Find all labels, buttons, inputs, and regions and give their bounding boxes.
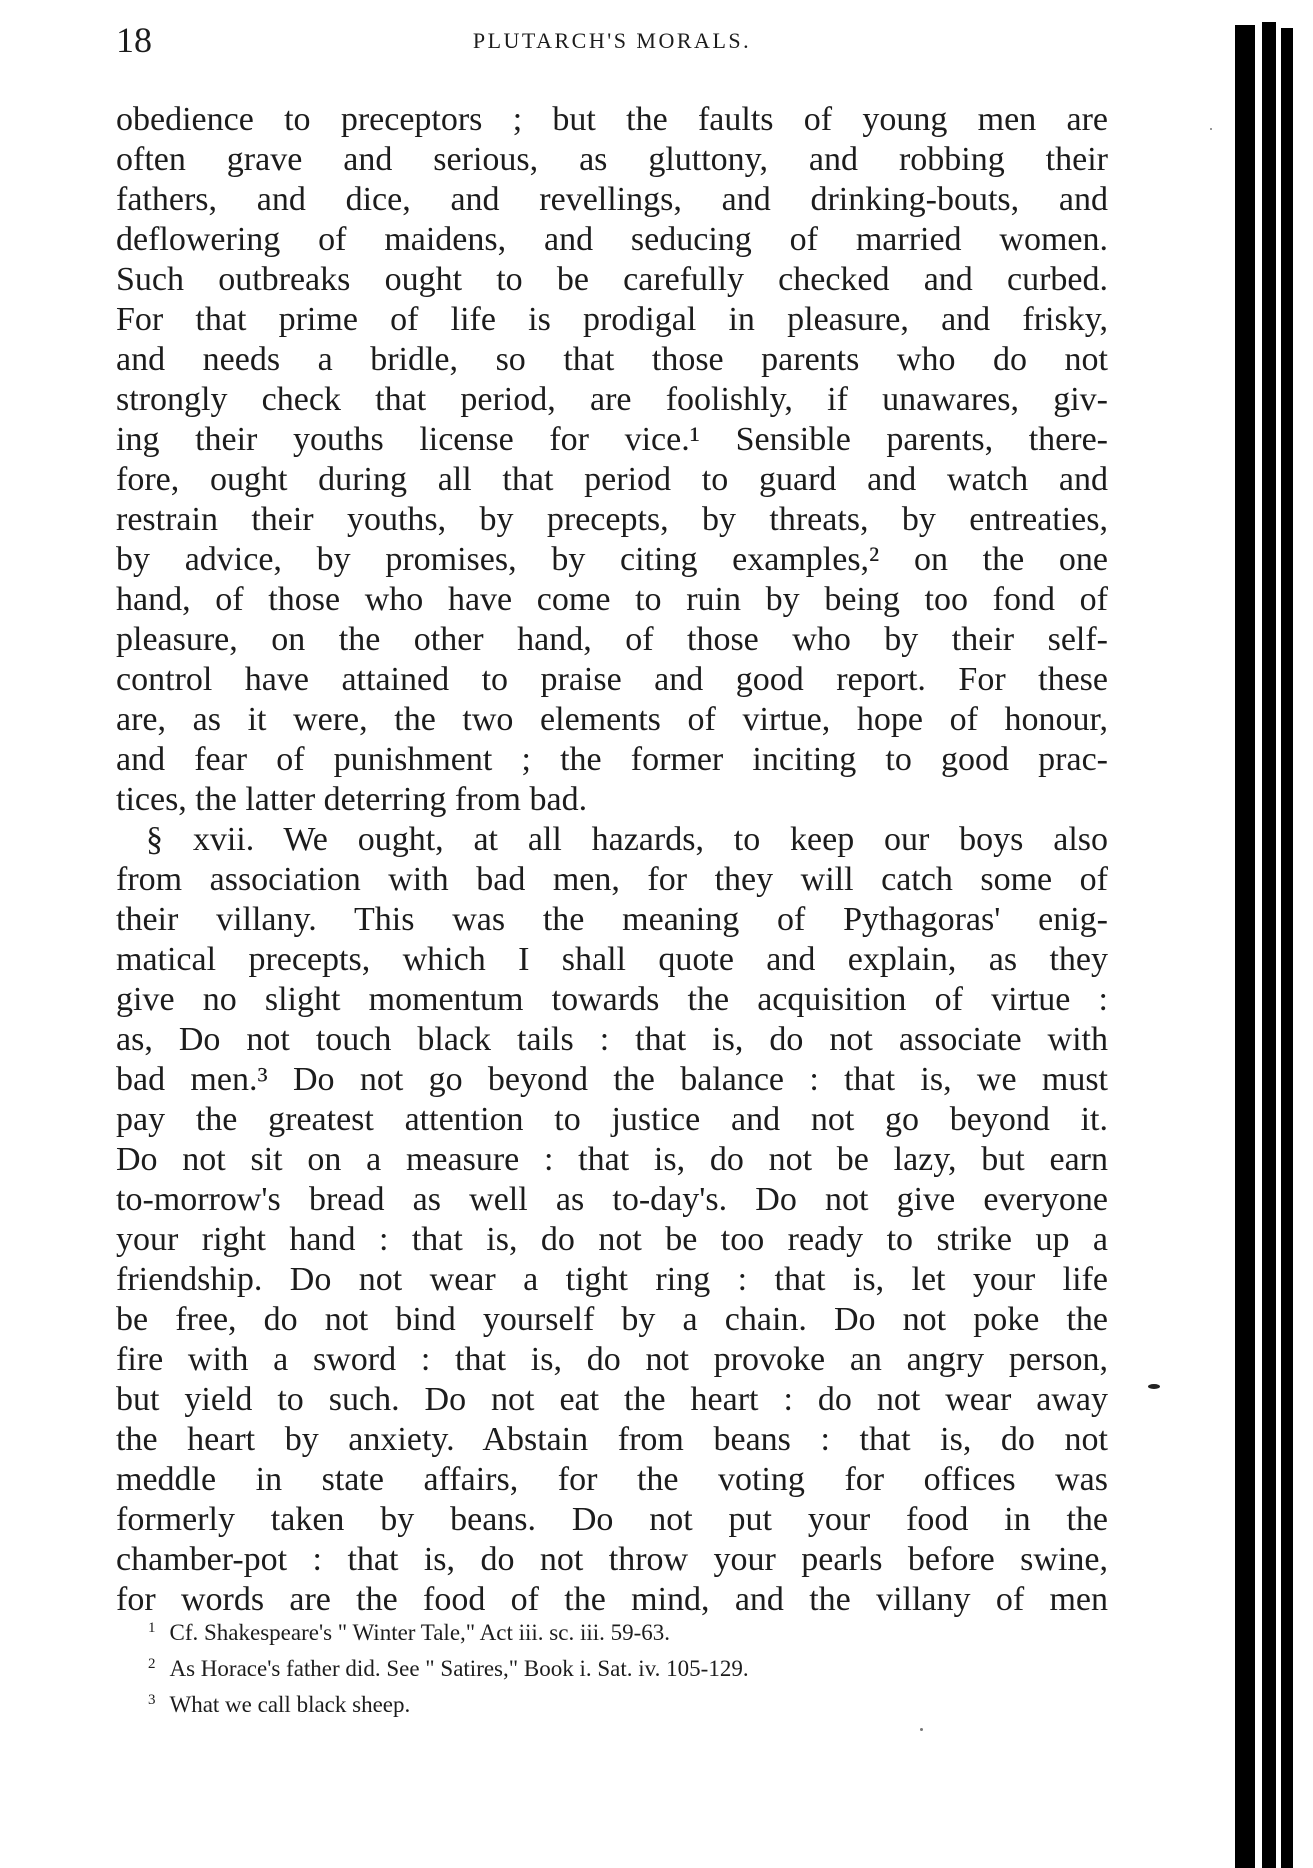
footnote-mark: 1 [148, 1620, 156, 1636]
text-line: and fear of punishment ; the former inciting to good prac- [116, 741, 1108, 778]
page-number: 18 [116, 20, 152, 60]
text-line: pleasure, on the other hand, of those who by their self- [116, 621, 1108, 658]
text-line: as, Do not touch black tails : that is, do not associate with [116, 1021, 1108, 1058]
footnote [148, 1610, 1088, 1646]
running-title: PLUTARCH'S MORALS. [472, 28, 752, 53]
text-line: control have attained to praise and good report. For these [116, 661, 1108, 698]
text-line: and needs a bridle, so that those parents who do not [116, 341, 1108, 378]
text-line: strongly check that period, are foolishly, if unawares, giv- [116, 381, 1108, 418]
text-line: chamber-pot : that is, do not throw your pearls before swine, [116, 1541, 1108, 1578]
text-line: are, as it were, the two elements of virtue, hope of honour, [116, 701, 1108, 738]
text-line: matical precepts, which I shall quote and explain, as they [116, 941, 1108, 978]
text-line: Do not sit on a measure : that is, do not be lazy, but earn [116, 1141, 1108, 1178]
text-line: hand, of those who have come to ruin by being too fond of [116, 581, 1108, 618]
text-line: friendship. Do not wear a tight ring : that is, let your life [116, 1261, 1108, 1298]
text-line: fathers, and dice, and revellings, and drinking-bouts, and [116, 181, 1108, 218]
text-line: by advice, by promises, by citing examples,² on the one [116, 541, 1108, 578]
text-line: often grave and serious, as gluttony, and robbing their [116, 141, 1108, 178]
footnote [148, 1682, 1088, 1718]
footnote-text: As Horace's father did. See " Satires," Book i. Sat. iv. 105-129. [169, 1656, 749, 1681]
ink-speck [920, 1728, 923, 1731]
text-line: deflowering of maidens, and seducing of married women. [116, 221, 1108, 258]
text-line: your right hand : that is, do not be too ready to strike up a [116, 1221, 1108, 1258]
text-line: their villany. This was the meaning of Pythagoras' enig- [116, 901, 1108, 938]
footnote-mark: 2 [148, 1656, 156, 1672]
footnote-text: What we call black sheep. [169, 1692, 411, 1717]
text-line: § xvii. We ought, at all hazards, to keep our boys also [146, 821, 1108, 858]
text-line: but yield to such. Do not eat the heart : do not wear away [116, 1381, 1108, 1418]
text-line: obedience to preceptors ; but the faults of young men are [116, 101, 1108, 138]
text-line: restrain their youths, by precepts, by threats, by entreaties, [116, 501, 1108, 538]
text-line: pay the greatest attention to justice and not go beyond it. [116, 1101, 1108, 1138]
footnote [148, 1646, 1088, 1682]
page-header [116, 20, 1108, 60]
text-line: fore, ought during all that period to guard and watch and [116, 461, 1108, 498]
footnote-text: Cf. Shakespeare's " Winter Tale," Act iii. sc. iii. 59-63. [169, 1620, 671, 1645]
ink-speck [1148, 1384, 1160, 1389]
text-line: Such outbreaks ought to be carefully checked and curbed. [116, 261, 1108, 298]
binding-edge-shadow [1281, 28, 1293, 1868]
text-line: ing their youths license for vice.¹ Sensible parents, there- [116, 421, 1108, 458]
text-line: from association with bad men, for they will catch some of [116, 861, 1108, 898]
ink-speck [1210, 128, 1212, 130]
footnotes [148, 1610, 1088, 1718]
text-line: for words are the food of the mind, and the villany of men [116, 1581, 1108, 1618]
text-line: the heart by anxiety. Abstain from beans : that is, do not [116, 1421, 1108, 1458]
text-line: formerly taken by beans. Do not put your food in the [116, 1501, 1108, 1538]
text-line: fire with a sword : that is, do not provoke an angry person, [116, 1341, 1108, 1378]
footnote-mark: 3 [148, 1692, 156, 1708]
text-line: bad men.³ Do not go beyond the balance : that is, we must [116, 1061, 1108, 1098]
text-line: to-morrow's bread as well as to-day's. Do not give everyone [116, 1181, 1108, 1218]
binding-edge-shadow [1262, 22, 1276, 1868]
text-line: give no slight momentum towards the acquisition of virtue : [116, 981, 1108, 1018]
text-line: For that prime of life is prodigal in pleasure, and frisky, [116, 301, 1108, 338]
binding-edge-shadow [1235, 25, 1255, 1868]
text-line: meddle in state affairs, for the voting for offices was [116, 1461, 1108, 1498]
text-line: be free, do not bind yourself by a chain. Do not poke the [116, 1301, 1108, 1338]
text-line: tices, the latter deterring from bad. [116, 781, 588, 818]
body-text [116, 100, 1108, 1620]
